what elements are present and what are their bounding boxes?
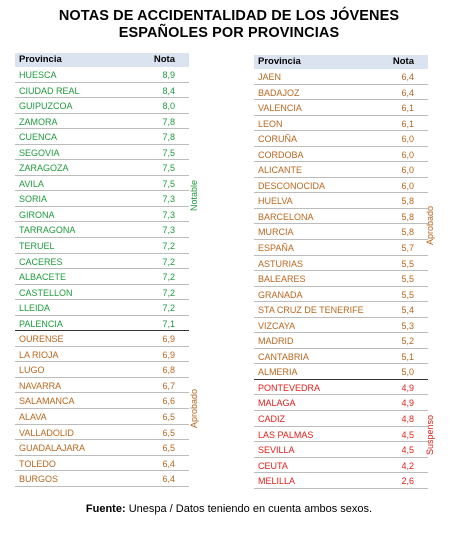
provincia-cell: BURGOS (19, 474, 59, 485)
nota-cell: 4,9 (401, 382, 414, 393)
table-row (15, 456, 189, 472)
provincia-cell: TERUEL (19, 241, 55, 252)
table-row (254, 162, 428, 178)
provincia-cell: HUESCA (19, 70, 57, 80)
nota-cell: 4,9 (401, 398, 414, 409)
footer-text: Unespa / Datos teniendo en cuenta ambos sexos. (125, 503, 373, 515)
table-row (254, 256, 428, 272)
provincia-cell: ZAMORA (19, 116, 58, 127)
nota-cell: 7,2 (162, 256, 175, 267)
nota-cell: 6,5 (162, 427, 175, 438)
table-row (254, 395, 428, 411)
table-row (254, 318, 428, 334)
nota-cell: 5,5 (401, 289, 414, 300)
table-row (15, 222, 189, 238)
table-row (15, 114, 189, 130)
table-row (15, 207, 189, 223)
provincia-cell: NAVARRA (19, 380, 62, 391)
nota-cell: 6,4 (162, 474, 175, 485)
table-row (254, 364, 428, 380)
table-row (15, 378, 189, 394)
provincia-cell: LAS PALMAS (258, 429, 314, 440)
left-table (15, 53, 189, 487)
table-row (15, 129, 189, 145)
provincia-cell: VALLADOLID (19, 427, 74, 438)
provincia-cell: HUELVA (258, 196, 293, 207)
provincia-cell: LEON (258, 118, 283, 129)
nota-cell: 6,4 (162, 458, 175, 469)
nota-cell: 6,9 (162, 349, 175, 360)
nota-cell: 7,3 (162, 225, 175, 236)
table-row (254, 302, 428, 318)
aprobado-label-left: Aprobado (189, 388, 199, 428)
provincia-cell: GRANADA (258, 289, 303, 300)
nota-cell: 5,3 (401, 320, 414, 331)
nota-cell: 7,3 (162, 194, 175, 205)
nota-cell: 6,1 (401, 103, 414, 114)
table-row (254, 209, 428, 225)
table-row (254, 271, 428, 287)
table-row (15, 285, 189, 301)
nota-cell: 6,8 (162, 365, 175, 376)
provincia-cell: LUGO (19, 365, 45, 376)
nota-cell: 7,5 (162, 147, 175, 158)
nota-cell: 6,7 (162, 380, 175, 391)
provincia-cell: SEVILLA (258, 445, 295, 456)
suspenso-label: Suspenso (425, 414, 435, 455)
header-nota: Nota (392, 56, 414, 67)
table-row (254, 442, 428, 458)
table-row (15, 331, 189, 347)
provincia-cell: ASTURIAS (258, 258, 304, 269)
table-row (15, 393, 189, 409)
header-provincia: Provincia (258, 56, 301, 67)
nota-cell: 5,4 (401, 305, 414, 316)
provincia-cell: MADRID (258, 336, 294, 347)
nota-cell: 7,2 (162, 241, 175, 252)
notable-label: Notable (189, 179, 199, 211)
table-row (15, 160, 189, 176)
provincia-cell: AVILA (19, 178, 44, 189)
table-row (15, 362, 189, 378)
provincia-cell: JAEN (258, 72, 282, 82)
nota-cell: 6,1 (401, 118, 414, 129)
provincia-cell: GUADALAJARA (19, 443, 86, 454)
table-row (254, 411, 428, 427)
provincia-cell: DESCONOCIDA (258, 180, 326, 191)
footer-label: Fuente: (85, 503, 126, 515)
provincia-cell: ALMERIA (258, 367, 298, 378)
table-row (254, 178, 428, 194)
provincia-cell: SALAMANCA (19, 396, 75, 407)
aprobado-label-right: Aprobado (425, 205, 435, 245)
provincia-cell: TARRAGONA (19, 225, 76, 236)
table-row (15, 347, 189, 363)
nota-cell: 5,5 (401, 258, 414, 269)
provincia-cell: BALEARES (258, 274, 306, 285)
table-row (15, 254, 189, 270)
table-row (254, 473, 428, 489)
table-row (15, 269, 189, 285)
nota-cell: 7,3 (162, 209, 175, 220)
provincia-cell: PALENCIA (19, 318, 63, 329)
footer-source (0, 503, 458, 515)
nota-cell: 6,4 (401, 72, 414, 82)
provincia-cell: CASTELLON (19, 287, 73, 298)
table-row (15, 145, 189, 161)
provincia-cell: LA RIOJA (19, 349, 59, 360)
provincia-cell: STA CRUZ DE TENERIFE (258, 305, 364, 316)
provincia-cell: PONTEVEDRA (258, 382, 321, 393)
table-row (15, 409, 189, 425)
nota-cell: 6,0 (401, 165, 414, 176)
provincia-cell: CANTABRIA (258, 351, 309, 362)
table-row (254, 224, 428, 240)
provincia-cell: CIUDAD REAL (19, 85, 80, 96)
nota-cell: 7,2 (162, 272, 175, 283)
table-row (254, 333, 428, 349)
table-row (254, 193, 428, 209)
nota-cell: 5,8 (401, 211, 414, 222)
page-title: NOTAS DE ACCIDENTALIDAD DE LOS JÓVENES (58, 8, 400, 24)
table-row (254, 380, 428, 396)
table-row (15, 67, 189, 83)
right-table (254, 55, 428, 489)
nota-cell: 5,1 (401, 351, 414, 362)
provincia-cell: VIZCAYA (258, 320, 296, 331)
right-table-header (254, 55, 428, 69)
header-provincia: Provincia (19, 54, 62, 65)
provincia-cell: BARCELONA (258, 211, 314, 222)
provincia-cell: ESPAÑA (258, 243, 294, 254)
table-row (254, 69, 428, 85)
table-row (15, 316, 189, 332)
table-row (15, 425, 189, 441)
nota-cell: 8,0 (162, 101, 175, 112)
nota-cell: 6,5 (162, 412, 175, 423)
nota-cell: 5,7 (401, 243, 414, 254)
table-row (15, 300, 189, 316)
provincia-cell: BADAJOZ (258, 87, 300, 98)
nota-cell: 6,5 (162, 443, 175, 454)
nota-cell: 6,4 (401, 87, 414, 98)
table-row (254, 85, 428, 101)
provincia-cell: CORDOBA (258, 149, 304, 160)
nota-cell: 5,5 (401, 274, 414, 285)
table-row (15, 98, 189, 114)
nota-cell: 5,8 (401, 227, 414, 238)
nota-cell: 2,6 (401, 476, 414, 487)
nota-cell: 5,0 (401, 367, 414, 378)
nota-cell: 4,2 (401, 460, 414, 471)
nota-cell: 6,6 (162, 396, 175, 407)
provincia-cell: ZARAGOZA (19, 163, 69, 174)
provincia-cell: MELILLA (258, 476, 296, 487)
table-row (15, 83, 189, 99)
table-row (254, 287, 428, 303)
provincia-cell: GIRONA (19, 209, 55, 220)
provincia-cell: MALAGA (258, 398, 296, 409)
table-row (254, 240, 428, 256)
table-row (15, 191, 189, 207)
provincia-cell: SEGOVIA (19, 147, 60, 158)
nota-cell: 6,0 (401, 149, 414, 160)
nota-cell: 4,5 (401, 445, 414, 456)
header-nota: Nota (153, 54, 175, 65)
nota-cell: 7,5 (162, 163, 175, 174)
table-row (254, 116, 428, 132)
nota-cell: 5,8 (401, 196, 414, 207)
provincia-cell: LLEIDA (19, 303, 51, 314)
table-row (15, 176, 189, 192)
nota-cell: 7,8 (162, 116, 175, 127)
table-row (15, 238, 189, 254)
table-row (254, 131, 428, 147)
provincia-cell: ALBACETE (19, 272, 67, 283)
provincia-cell: CACERES (19, 256, 63, 267)
nota-cell: 7,2 (162, 287, 175, 298)
nota-cell: 7,1 (162, 318, 175, 329)
provincia-cell: CEUTA (258, 460, 288, 471)
provincia-cell: TOLEDO (19, 458, 56, 469)
provincia-cell: OURENSE (19, 334, 64, 345)
provincia-cell: VALENCIA (258, 103, 302, 114)
provincia-cell: ALAVA (19, 412, 47, 423)
nota-cell: 4,8 (401, 414, 414, 425)
nota-cell: 6,0 (401, 180, 414, 191)
page-subtitle: ESPAÑOLES POR PROVINCIAS (118, 25, 340, 41)
left-table-header (15, 53, 189, 67)
table-row (254, 100, 428, 116)
table-row (254, 427, 428, 443)
table-row (15, 440, 189, 456)
nota-cell: 8,4 (162, 85, 175, 96)
nota-cell: 7,2 (162, 303, 175, 314)
provincia-cell: GUIPUZCOA (19, 101, 73, 112)
table-row (15, 471, 189, 487)
nota-cell: 4,5 (401, 429, 414, 440)
provincia-cell: CORUÑA (258, 134, 298, 145)
provincia-cell: CADIZ (258, 414, 285, 425)
nota-cell: 6,0 (401, 134, 414, 145)
nota-cell: 8,9 (162, 70, 175, 80)
nota-cell: 6,9 (162, 334, 175, 345)
table-row (254, 458, 428, 474)
provincia-cell: SORIA (19, 194, 48, 205)
provincia-cell: CUENCA (19, 132, 58, 143)
nota-cell: 7,5 (162, 178, 175, 189)
table-row (254, 147, 428, 163)
nota-cell: 5,2 (401, 336, 414, 347)
provincia-cell: ALICANTE (258, 165, 303, 176)
table-row (254, 349, 428, 365)
nota-cell: 7,8 (162, 132, 175, 143)
provincia-cell: MURCIA (258, 227, 294, 238)
